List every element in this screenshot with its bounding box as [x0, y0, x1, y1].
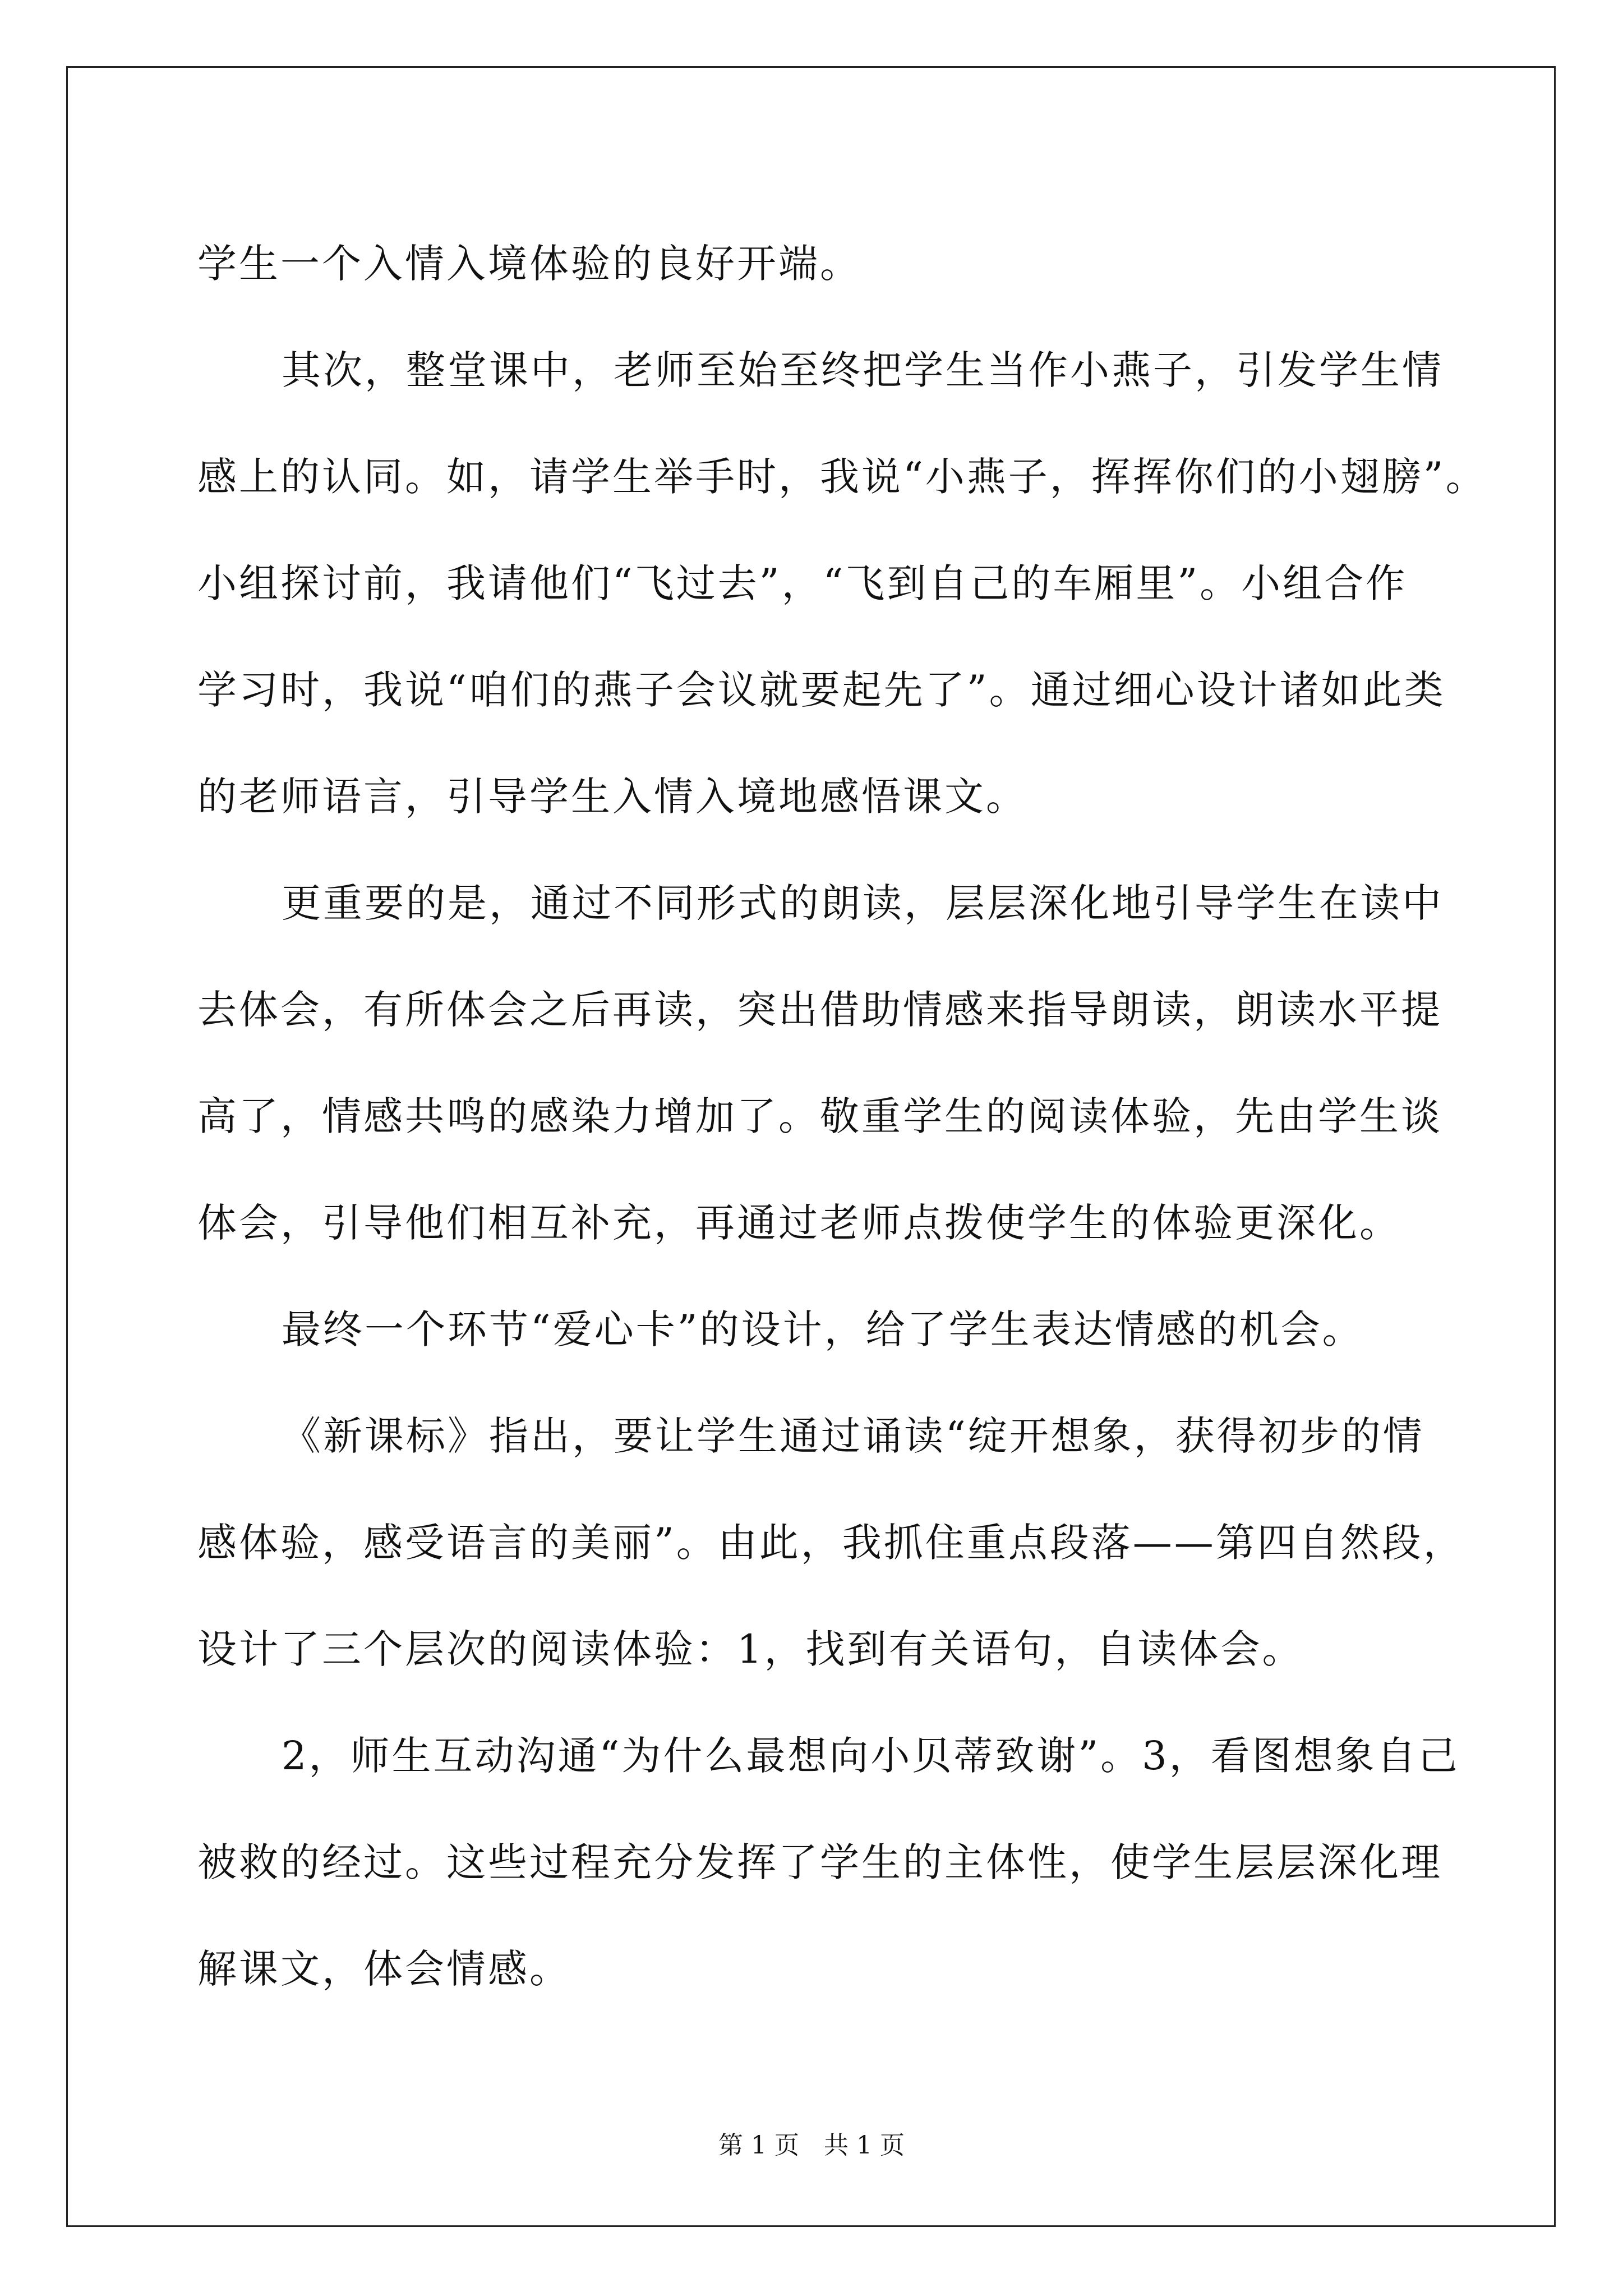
text-line: 感上的认同。如，请学生举手时，我说“小燕子，挥挥你们的小翅膀”。	[197, 454, 1487, 500]
text-line: 感体验，感受语言的美丽”。由此，我抓住重点段落——第四自然段，	[197, 1520, 1465, 1566]
page-number-footer: 第 1 页 共 1 页	[718, 2131, 905, 2160]
text-line: 被救的经过。这些过程充分发挥了学生的主体性，使学生层层深化理	[197, 1839, 1442, 1885]
text-line: 《新课标》指出，要让学生通过诵读“绽开想象，获得初步的情	[282, 1413, 1424, 1459]
text-line: 更重要的是，通过不同形式的朗读，层层深化地引导学生在读中	[282, 880, 1444, 926]
text-line: 其次，整堂课中，老师至始至终把学生当作小燕子，引发学生情	[282, 347, 1444, 393]
text-line: 解课文，体会情感。	[197, 1946, 571, 1992]
text-line: 学习时，我说“咱们的燕子会议就要起先了”。通过细心设计诸如此类	[197, 667, 1446, 713]
text-line: 去体会，有所体会之后再读，突出借助情感来指导朗读，朗读水平提	[197, 987, 1442, 1033]
document-body	[197, 210, 1487, 2022]
text-line: 设计了三个层次的阅读体验：1，找到有关语句，自读体会。	[197, 1626, 1304, 1672]
text-line: 小组探讨前，我请他们“飞过去”，“飞到自己的车厢里”。小组合作	[197, 560, 1408, 606]
text-line: 的老师语言，引导学生入情入境地感悟课文。	[197, 774, 1027, 820]
text-line: 高了，情感共鸣的感染力增加了。敬重学生的阅读体验，先由学生谈	[197, 1093, 1442, 1139]
text-line: 最终一个环节“爱心卡”的设计，给了学生表达情感的机会。	[282, 1306, 1364, 1352]
text-line: 学生一个入情入境体验的良好开端。	[197, 241, 861, 287]
text-line: 体会，引导他们相互补充，再通过老师点拨使学生的体验更深化。	[197, 1200, 1401, 1246]
text-line: 2，师生互动沟通“为什么最想向小贝蒂致谢”。3，看图想象自己	[282, 1733, 1460, 1779]
